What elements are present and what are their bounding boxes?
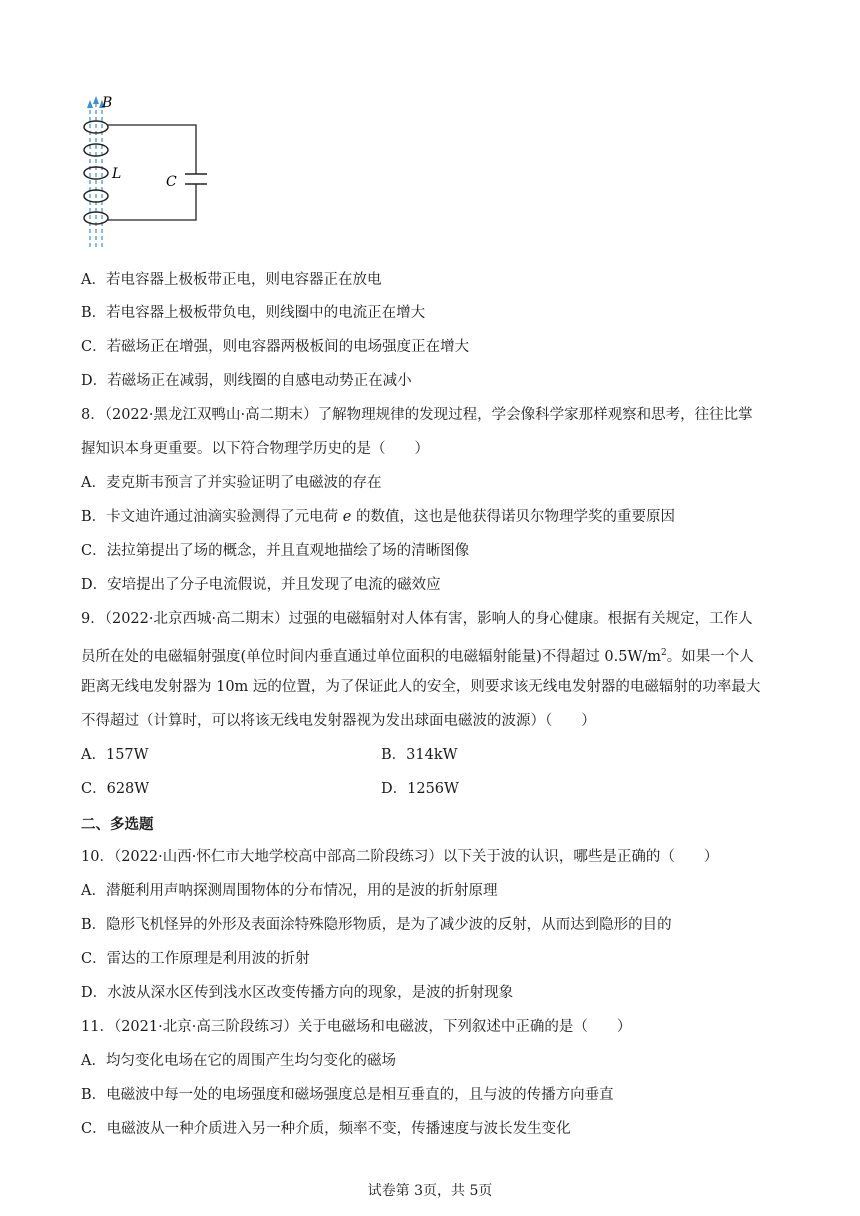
q9-stem-line2-sup: 2 bbox=[661, 648, 667, 658]
label-b: B bbox=[102, 95, 113, 111]
q7-option-a: A．若电容器上极板带正电，则电容器正在放电 bbox=[81, 272, 382, 288]
q8-option-b-var: e bbox=[342, 509, 352, 525]
q11-stem-line1: 11．（2021·北京·高三阶段练习）关于电磁场和电磁波，下列叙述中正确的是（ ） bbox=[81, 1019, 632, 1035]
q7-option-b: B．若电容器上极板带负电，则线圈中的电流正在增大 bbox=[81, 305, 426, 321]
q9-option-d: D．1256W bbox=[381, 781, 459, 797]
q8-option-a: A．麦克斯韦预言了并实验证明了电磁波的存在 bbox=[81, 475, 382, 491]
q7-option-d: D．若磁场正在减弱，则线圈的自感电动势正在减小 bbox=[81, 373, 412, 389]
q9-stem-line4: 不得超过（计算时，可以将该无线电发射器视为发出球面电磁波的波源）（ ） bbox=[81, 713, 596, 729]
magnetic-field-lines bbox=[90, 102, 102, 247]
q11-option-a: A．均匀变化电场在它的周围产生均匀变化的磁场 bbox=[81, 1053, 396, 1069]
q10-option-a: A．潜艇利用声呐探测周围物体的分布情况，用的是波的折射原理 bbox=[81, 883, 498, 899]
q10-option-c: C．雷达的工作原理是利用波的折射 bbox=[81, 951, 310, 967]
q9-option-c: C．628W bbox=[81, 781, 150, 797]
q9-option-b: B．314kW bbox=[381, 747, 458, 763]
label-l: L bbox=[112, 166, 122, 182]
q7-option-c: C．若磁场正在增强，则电容器两极板间的电场强度正在增大 bbox=[81, 339, 470, 355]
q8-stem-line2: 握知识本身更重要。以下符合物理学历史的是（ ） bbox=[81, 441, 429, 457]
lc-circuit-figure bbox=[78, 92, 218, 252]
q11-option-b: B．电磁波中每一处的电场强度和磁场强度总是相互垂直的，且与波的传播方向垂直 bbox=[81, 1087, 614, 1103]
q9-stem-line3: 距离无线电发射器为 10m 远的位置，为了保证此人的安全，则要求该无线电发射器的电磁辐射的功率最大 bbox=[81, 679, 761, 695]
capacitor bbox=[185, 174, 207, 184]
q8-option-c: C．法拉第提出了场的概念，并且直观地描绘了场的清晰图像 bbox=[81, 543, 470, 559]
q9-stem-line2-post: 。如果一个人 bbox=[666, 648, 754, 665]
page-footer: 试卷第 3页，共 5页 bbox=[367, 1183, 493, 1199]
q10-option-b: B．隐形飞机怪异的外形及表面涂特殊隐形物质，是为了减少波的反射，从而达到隐形的目的 bbox=[81, 917, 672, 933]
q8-option-d: D．安培提出了分子电流假说，并且发现了电流的磁效应 bbox=[81, 577, 441, 593]
q10-option-d: D．水波从深水区传到浅水区改变传播方向的现象，是波的折射现象 bbox=[81, 985, 514, 1001]
q8-option-b-pre: B．卡文迪许通过油滴实验测得了元电荷 bbox=[81, 509, 343, 525]
q8-stem-line1: 8．（2022·黑龙江双鸭山·高二期末）了解物理规律的发现过程，学会像科学家那样观察和思考，往往比掌 bbox=[81, 407, 753, 423]
q9-stem-line2-pre: 员所在处的电磁辐射强度(单位时间内垂直通过单位面积的电磁辐射能量)不得超过 0.5W/m bbox=[81, 648, 662, 665]
q9-stem-line2 bbox=[81, 643, 754, 667]
q8-option-b-post: 的数值，这也是他获得诺贝尔物理学奖的重要原因 bbox=[351, 509, 675, 525]
q8-option-b bbox=[81, 507, 675, 527]
section-heading-multiple-choice: 二、多选题 bbox=[81, 816, 154, 833]
q9-stem-line1: 9．（2022·北京西城·高二期末）过强的电磁辐射对人体有害，影响人的身心健康。根据有关规定，工作人 bbox=[81, 611, 753, 627]
q11-option-c: C．电磁波从一种介质进入另一种介质，频率不变，传播速度与波长发生变化 bbox=[81, 1121, 571, 1137]
q9-option-a: A．157W bbox=[81, 747, 149, 763]
q10-stem-line1: 10．（2022·山西·怀仁市大地学校高中部高二阶段练习）以下关于波的认识，哪些是正确的（ ） bbox=[81, 849, 719, 865]
label-c: C bbox=[166, 174, 177, 190]
